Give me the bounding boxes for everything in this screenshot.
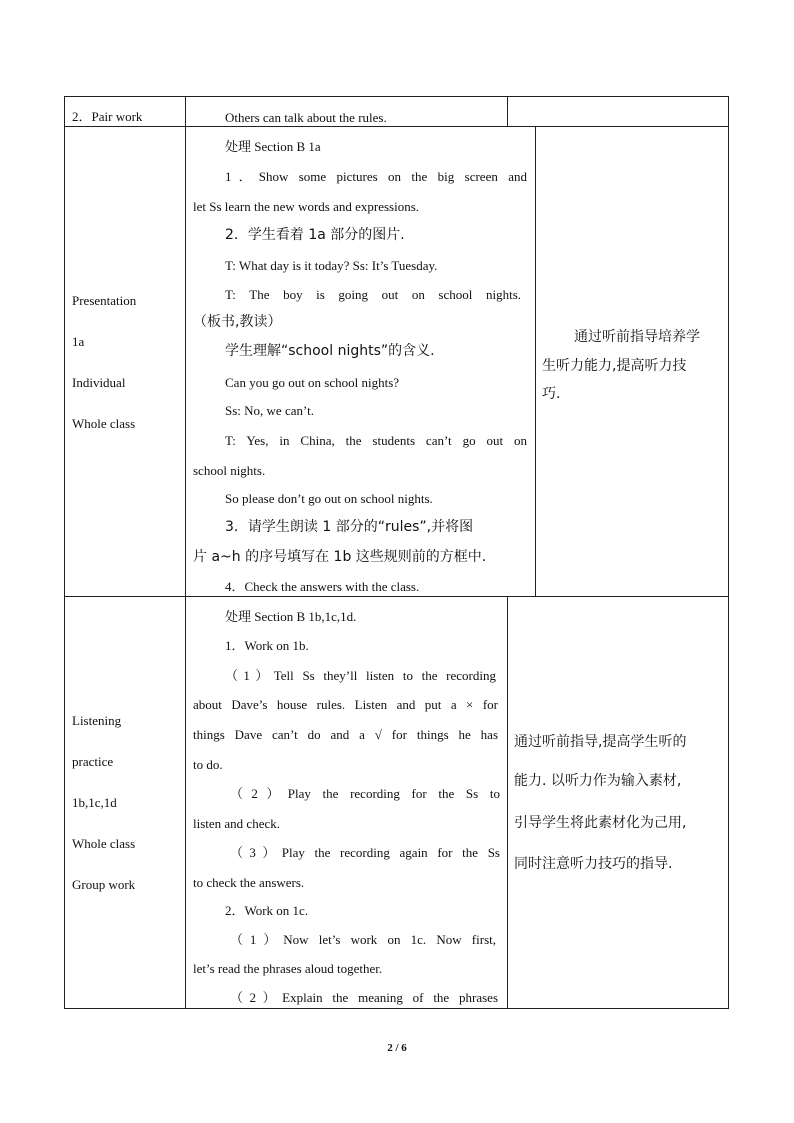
- stage-label: Individual: [72, 375, 126, 390]
- activity-line: （3）Play the recording again for the Ss: [230, 845, 500, 860]
- activity-line: （2）Play the recording for the Ss to: [230, 786, 500, 801]
- activity-line: about Dave’s house rules. Listen and put a × for: [193, 697, 498, 712]
- page-number: 2 / 6: [387, 1042, 407, 1054]
- stage-label: practice: [72, 754, 114, 769]
- purpose-line: 通过听前指导培养学: [574, 329, 700, 345]
- row-divider: [64, 126, 507, 127]
- stage-label: Presentation: [72, 293, 137, 308]
- stage-label: Whole class: [72, 836, 136, 851]
- activity-line: Can you go out on school nights?: [225, 375, 400, 390]
- activity-line: T: The boy is going out on school nights.: [225, 287, 521, 302]
- activity-line: （1）Now let’s work on 1c. Now first,: [230, 932, 496, 947]
- activity-line: things Dave can’t do and a √ for things he has: [193, 727, 498, 742]
- purpose-line: 引导学生将此素材化为己用,: [514, 815, 687, 831]
- activity-line: to do.: [193, 757, 223, 772]
- table-border-bottom: [64, 1008, 729, 1009]
- activity-line: 学生理解“school nights”的含义.: [225, 343, 435, 359]
- column-divider: [507, 596, 508, 1009]
- purpose-line: 生听力能力,提高听力技: [542, 358, 687, 374]
- stage-label: Whole class: [72, 416, 136, 431]
- row-divider: [507, 126, 729, 127]
- stage-label: 1b,1c,1d: [72, 795, 117, 810]
- activity-line: 2．学生看着 1a 部分的图片.: [225, 227, 405, 243]
- stage-label: Group work: [72, 877, 136, 892]
- activity-line: 2．Work on 1c.: [225, 903, 309, 918]
- purpose-line: 通过听前指导,提高学生听的: [514, 734, 687, 750]
- activity-line: listen and check.: [193, 816, 280, 831]
- activity-line: to check the answers.: [193, 875, 305, 890]
- stage-label: Listening: [72, 713, 122, 728]
- table-border-left: [64, 96, 65, 1009]
- table-border-top: [64, 96, 729, 97]
- stage-label: 1a: [72, 334, 85, 349]
- table-border-right: [728, 96, 729, 1009]
- column-divider: [185, 96, 186, 1009]
- activity-line: （板书,教读）: [193, 314, 282, 330]
- activity-line: 1．Show some pictures on the big screen and: [225, 169, 527, 184]
- activity-line: 处理 Section B 1b,1c,1d.: [225, 609, 357, 624]
- activity-line: T: Yes, in China, the students can’t go out on: [225, 433, 527, 448]
- activity-line: 3．请学生朗读 1 部分的“rules”,并将图: [225, 519, 474, 535]
- purpose-line: 同时注意听力技巧的指导.: [514, 856, 673, 872]
- row-divider: [64, 596, 729, 597]
- activity-line: 4．Check the answers with the class.: [225, 579, 420, 594]
- activity-line: let’s read the phrases aloud together.: [193, 961, 383, 976]
- activity-line: let Ss learn the new words and expressions.: [193, 199, 420, 214]
- purpose-line: 巧.: [542, 386, 561, 402]
- activity-line: Others can talk about the rules.: [225, 110, 387, 125]
- activity-line: （1）Tell Ss they’ll listen to the recording: [225, 668, 496, 683]
- activity-line: So please don’t go out on school nights.: [225, 491, 433, 506]
- purpose-line: 能力. 以听力作为输入素材,: [514, 773, 682, 789]
- column-divider: [535, 126, 536, 596]
- column-divider: [507, 96, 508, 126]
- activity-line: 1．Work on 1b.: [225, 638, 309, 653]
- activity-line: （2）Explain the meaning of the phrases: [230, 990, 498, 1005]
- stage-cell-pair-work: 2．Pair work: [72, 109, 143, 124]
- activity-line: Ss: No, we can’t.: [225, 403, 314, 418]
- activity-line: school nights.: [193, 463, 266, 478]
- activity-line: T: What day is it today? Ss: It’s Tuesday.: [225, 258, 438, 273]
- activity-line: 片 a~h 的序号填写在 1b 这些规则前的方框中.: [193, 549, 487, 565]
- activity-line: 处理 Section B 1a: [225, 139, 321, 154]
